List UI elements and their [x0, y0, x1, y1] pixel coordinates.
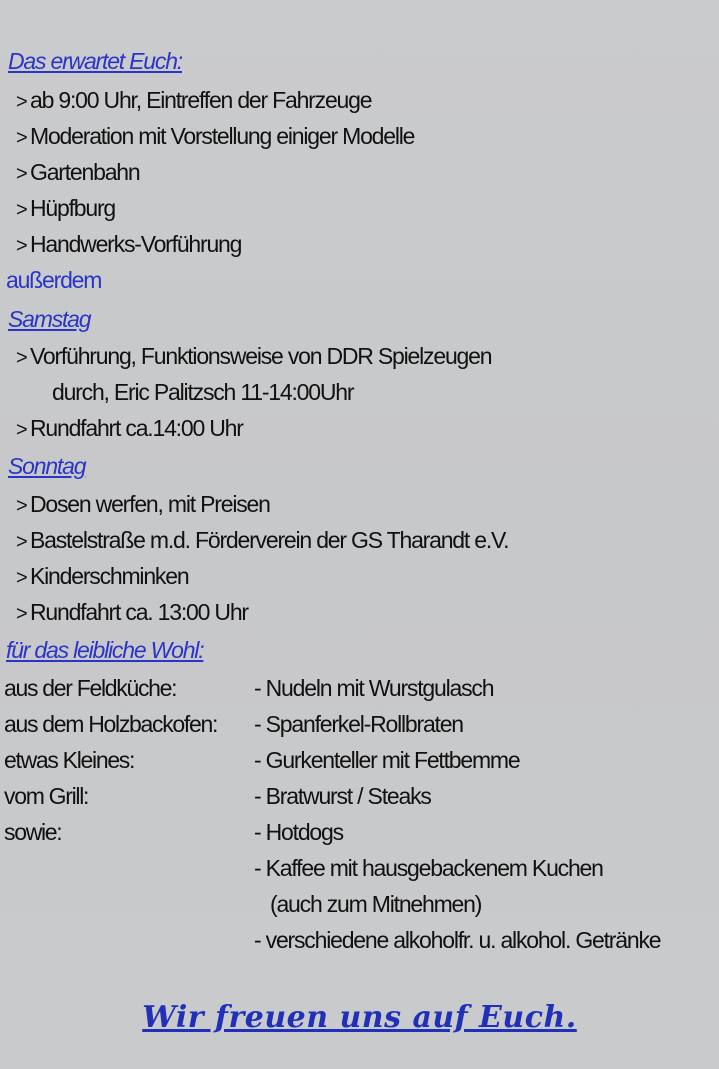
bullet-arrow-icon: > — [16, 91, 27, 113]
intro-item: > ab 9:00 Uhr, Eintreffen der Fahrzeuge — [16, 85, 371, 117]
food-heading: für das leibliche Wohl: — [6, 637, 204, 663]
food-item: - verschiedene alkoholfr. u. alkohol. Getränke — [254, 927, 661, 953]
bullet-arrow-icon: > — [16, 495, 27, 517]
food-item: - Spanferkel-Rollbraten — [254, 711, 463, 737]
sunday-heading: Sonntag — [8, 453, 86, 479]
bullet-arrow-icon: > — [16, 127, 27, 149]
saturday-heading: Samstag — [8, 306, 91, 332]
saturday-item: > Rundfahrt ca.14:00 Uhr — [16, 413, 243, 445]
food-source-label: etwas Kleines: — [4, 747, 135, 773]
intro-item: > Handwerks-Vorführung — [16, 229, 241, 261]
saturday-item: > Vorführung, Funktionsweise von DDR Spielzeugen — [16, 341, 491, 373]
food-item-continuation: (auch zum Mitnehmen) — [270, 891, 482, 917]
saturday-item-continuation: durch, Eric Palitzsch 11-14:00Uhr — [52, 379, 354, 405]
food-source-label: aus dem Holzbackofen: — [4, 711, 218, 737]
food-source-label: vom Grill: — [4, 783, 89, 809]
bullet-arrow-icon: > — [16, 235, 27, 257]
bullet-arrow-icon: > — [16, 531, 27, 553]
bullet-arrow-icon: > — [16, 163, 27, 185]
intro-item: > Hüpfburg — [16, 193, 115, 225]
food-item: - Gurkenteller mit Fettbemme — [254, 747, 520, 773]
food-source-label: aus der Feldküche: — [4, 675, 177, 701]
food-item: - Nudeln mit Wurstgulasch — [254, 675, 494, 701]
intro-heading: Das erwartet Euch: — [8, 48, 182, 74]
intro-item: > Gartenbahn — [16, 157, 139, 189]
sunday-item: > Dosen werfen, mit Preisen — [16, 489, 270, 521]
sunday-item: > Rundfahrt ca. 13:00 Uhr — [16, 597, 248, 629]
food-source-label: sowie: — [4, 819, 62, 845]
food-item: - Hotdogs — [254, 819, 343, 845]
bullet-arrow-icon: > — [16, 347, 27, 369]
bullet-arrow-icon: > — [16, 603, 27, 625]
sunday-item: > Bastelstraße m.d. Förderverein der GS Tharandt e.V. — [16, 525, 508, 557]
bullet-arrow-icon: > — [16, 567, 27, 589]
food-item: - Bratwurst / Steaks — [254, 783, 431, 809]
also-label: außerdem — [6, 267, 102, 293]
closing-message: Wir freuen uns auf Euch. — [142, 1000, 577, 1035]
bullet-arrow-icon: > — [16, 199, 27, 221]
bullet-arrow-icon: > — [16, 419, 27, 441]
intro-item: > Moderation mit Vorstellung einiger Modelle — [16, 121, 414, 153]
sunday-item: > Kinderschminken — [16, 561, 188, 593]
food-item: - Kaffee mit hausgebackenem Kuchen — [254, 855, 603, 881]
